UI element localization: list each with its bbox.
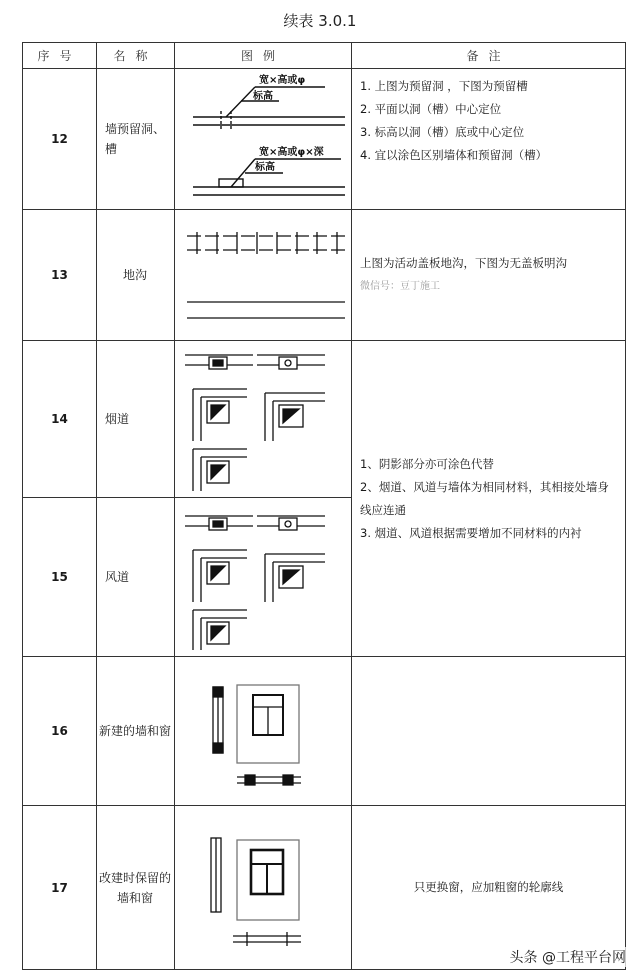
new-wall-window-drawing — [175, 657, 352, 805]
row-name: 新建的墙和窗 — [97, 657, 175, 806]
figure-trench — [175, 210, 352, 341]
table-row — [23, 210, 626, 341]
trench-drawing — [175, 210, 352, 340]
header-notes: 备注 — [352, 43, 626, 69]
row-number: 16 — [23, 657, 97, 806]
note-line: 只更换窗，应加粗窗的轮廓线 — [413, 880, 564, 894]
note-line: 1、阴影部分亦可涂色代替 — [360, 456, 494, 471]
figure-retained-wall-window — [175, 806, 352, 970]
air-duct-drawing — [175, 498, 352, 656]
table-header-row — [23, 43, 626, 69]
figure-new-wall-window — [175, 657, 352, 806]
header-figure: 图例 — [175, 43, 352, 69]
table-row — [23, 341, 626, 498]
retained-wall-window-drawing — [175, 806, 352, 969]
header-no: 序号 — [23, 43, 97, 69]
shared-notes — [352, 341, 626, 657]
fig-label-size-depth: 宽×高或φ×深 — [259, 147, 324, 158]
note-line: 2、烟道、风道与墙体为相同材料，其相接处墙身线应连通 — [360, 479, 609, 517]
note-line: 3. 标高以洞（槽）底或中心定位 — [360, 125, 525, 139]
figure-wall-opening — [175, 69, 352, 210]
row-notes — [352, 69, 626, 210]
row-name: 墙预留洞、槽 — [97, 69, 175, 210]
row-number: 17 — [23, 806, 97, 970]
header-name: 名称 — [97, 43, 175, 69]
note-line: 上图为活动盖板地沟，下图为无盖板明沟 — [360, 256, 567, 270]
note-line: 2. 平面以洞（槽）中心定位 — [360, 102, 502, 116]
row-number: 12 — [23, 69, 97, 210]
row-name: 烟道 — [97, 341, 175, 498]
table-row — [23, 69, 626, 210]
row-number: 15 — [23, 498, 97, 657]
row-notes — [352, 806, 626, 970]
flue-drawing — [175, 341, 352, 497]
wall-opening-drawing — [175, 69, 352, 209]
page-title: 续表 3.0.1 — [283, 12, 357, 30]
note-line: 3. 烟道、风道根据需要增加不同材料的内衬 — [360, 525, 582, 540]
figure-flue — [175, 341, 352, 498]
row-name: 风道 — [97, 498, 175, 657]
row-number: 13 — [23, 210, 97, 341]
table-row — [23, 806, 626, 970]
figure-air-duct — [175, 498, 352, 657]
fig-label-size: 宽×高或φ — [259, 75, 306, 86]
row-name: 改建时保留的墙和窗 — [97, 806, 175, 970]
row-name: 地沟 — [97, 210, 175, 341]
table-row — [23, 657, 626, 806]
fig-label-elevation-2: 标高 — [255, 162, 275, 173]
note-line: 1. 上图为预留洞 ，下图为预留槽 — [360, 79, 528, 93]
footer-watermark: 头条 @工程平台网 — [510, 947, 626, 967]
watermark-text: 微信号：豆丁施工 — [360, 281, 440, 292]
row-notes-empty — [352, 657, 626, 806]
row-notes — [352, 210, 626, 341]
fig-label-elevation: 标高 — [253, 91, 273, 102]
note-line: 4. 宜以涂色区别墙体和预留洞（槽） — [360, 148, 548, 162]
legend-table — [22, 42, 626, 970]
row-number: 14 — [23, 341, 97, 498]
